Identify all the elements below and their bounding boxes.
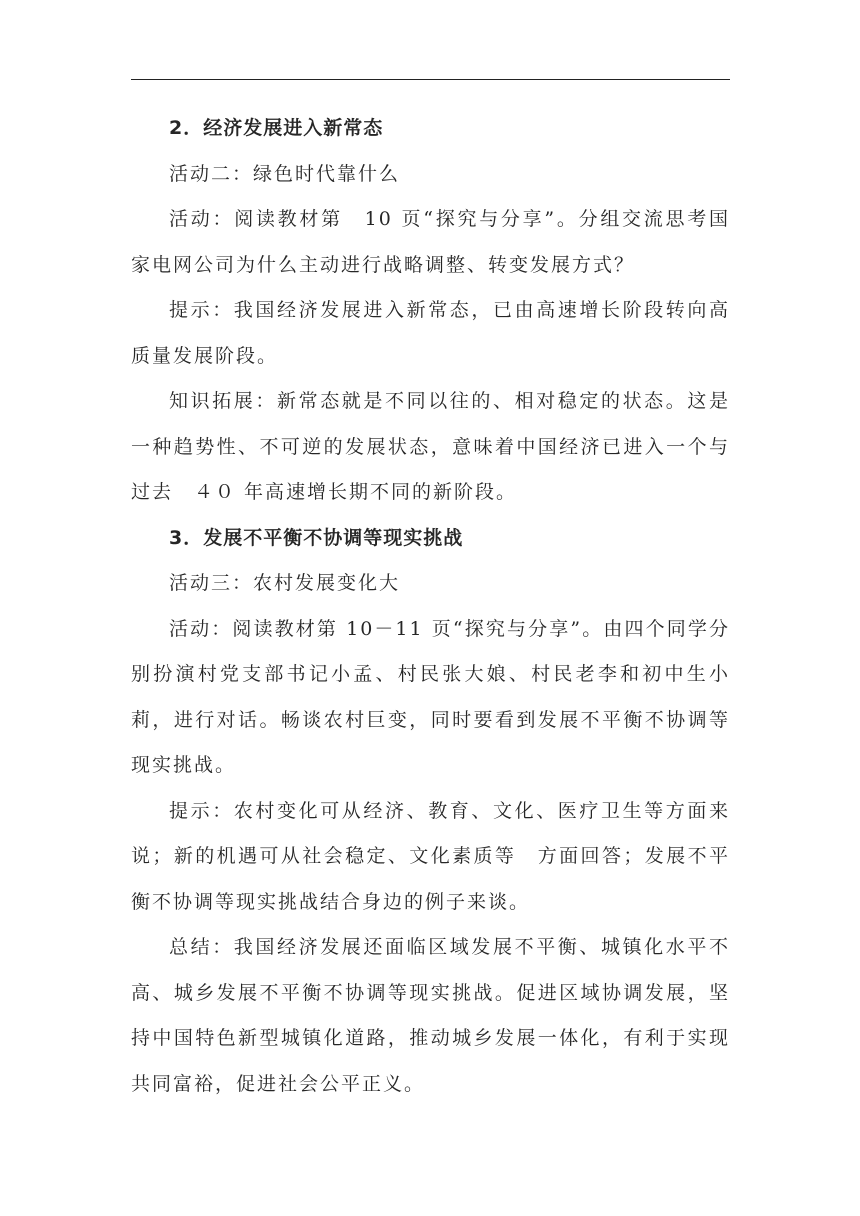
document-body: [131, 106, 730, 1107]
paragraph: 提示：我国经济发展进入新常态，已由高速增长阶段转向高质量发展阶段。: [131, 299, 730, 367]
paragraph: 知识拓展：新常态就是不同以往的、相对稳定的状态。这是一种趋势性、不可逆的发展状态，意味着中国经济已进入一个与过去 ４０ 年高速增长期不同的新阶段。: [131, 390, 730, 503]
paragraph: 活动：阅读教材第 10－11 页“探究与分享”。由四个同学分别扮演村党支部书记小孟、村民张大娘、村民老李和初中生小莉，进行对话。畅谈农村巨变，同时要看到发展不平衡不协调等现实挑战。: [131, 617, 730, 776]
paragraph: 提示：农村变化可从经济、教育、文化、医疗卫生等方面来说；新的机遇可从社会稳定、文化素质等 方面回答；发展不平衡不协调等现实挑战结合身边的例子来谈。: [131, 799, 730, 913]
section-heading: 2．经济发展进入新常态: [169, 117, 384, 139]
header-rule: [131, 79, 730, 80]
section-heading: 3．发展不平衡不协调等现实挑战: [169, 526, 464, 549]
paragraph: 活动三：农村发展变化大: [169, 572, 401, 594]
paragraph: 活动二：绿色时代靠什么: [169, 162, 401, 185]
paragraph: 活动：阅读教材第 10 页“探究与分享”。分组交流思考国家电网公司为什么主动进行战略调整、转变发展方式？: [131, 208, 730, 276]
paragraph: 总结：我国经济发展还面临区域发展不平衡、城镇化水平不高、城乡发展不平衡不协调等现实挑战。促进区域协调发展，坚持中国特色新型城镇化道路，推动城乡发展一体化，有利于实现共同富裕，促进社会公平正义。: [131, 936, 730, 1095]
